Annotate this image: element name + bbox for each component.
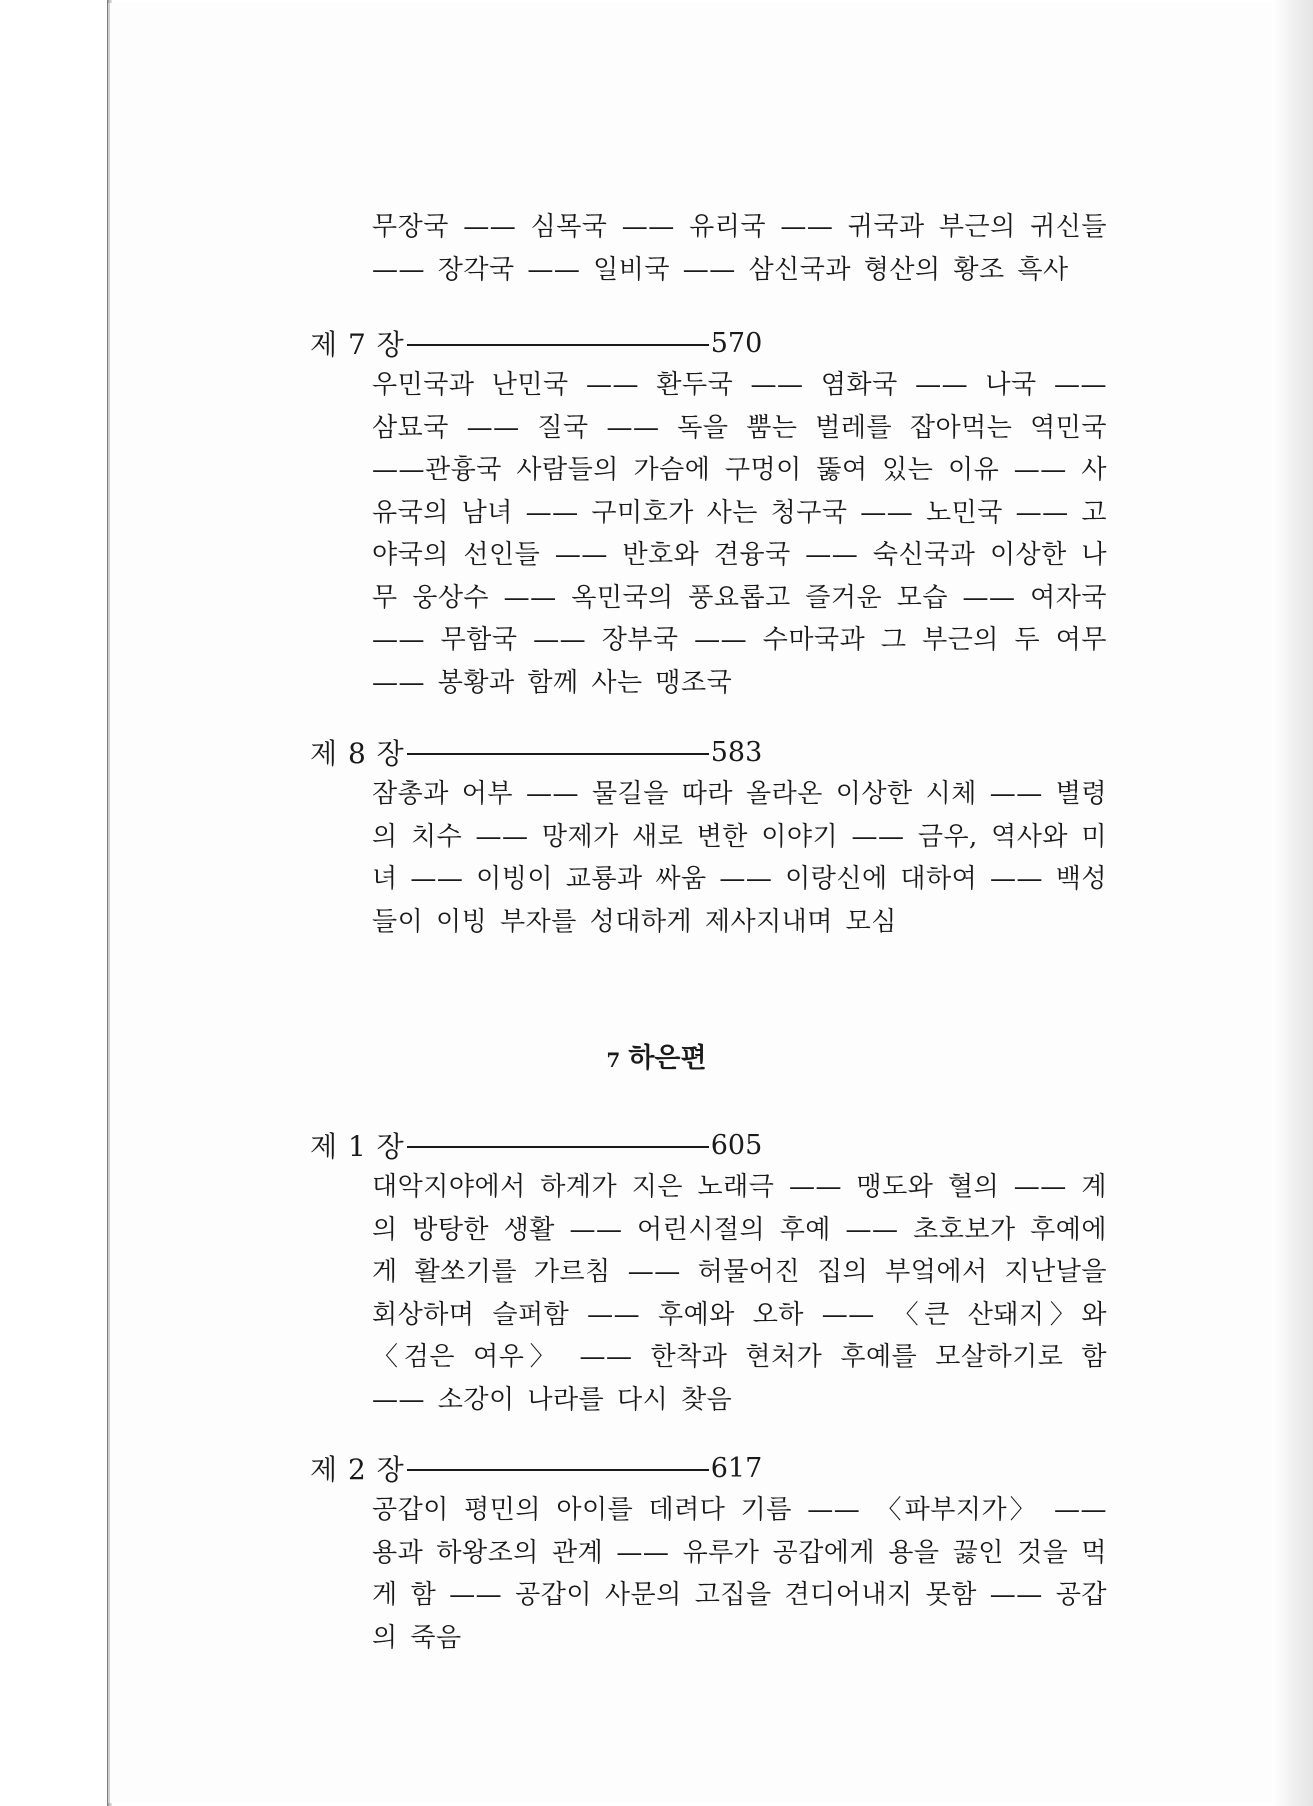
leader-rule [407,1469,709,1471]
page-number: 617 [710,1452,763,1484]
chapter-summary: 공갑이 평민의 아이를 데려다 기름 —— 〈파부지가〉 —— 용과 하왕조의 관계 —— 유루가 공갑에게 용을 끓인 것을 먹게 함 —— 공갑이 사문의 고집을 견디어내지 못함 —— 공갑의 죽음 [372,1495,1107,1653]
chapter-heading [310,731,1110,773]
chapter-heading [310,322,1110,364]
chapter-heading [310,1124,1110,1166]
page-number: 605 [710,1129,763,1161]
chapter-label: 제 7 장 [310,328,405,361]
section-title [0,1036,1313,1075]
page-number: 583 [710,736,763,768]
chapter-label: 제 2 장 [310,1453,405,1486]
chapter-2-entry [310,1447,1110,1659]
chapter-summary: 잠총과 어부 —— 물길을 따라 올라온 이상한 시체 —— 별령의 치수 —— 망제가 새로 변한 이야기 —— 금우, 역사와 미녀 —— 이빙이 교룡과 싸움 —— 이랑신에 대하여 —— 백성들이 이빙 부자를 성대하게 제사지내며 모심 [372,779,1107,937]
leader-rule [407,344,709,346]
section-name: 하은편 [628,1043,707,1074]
chapter-heading [310,1447,1110,1489]
chapter-label: 제 8 장 [310,737,405,770]
chapter-summary: 대악지야에서 하계가 지은 노래극 —— 맹도와 혈의 —— 계의 방탕한 생활 —— 어린시절의 후예 —— 초호보가 후예에게 활쏘기를 가르침 —— 허물어진 집의 부엌에서 지난날을 회상하며 슬퍼함 —— 후예와 오하 —— 〈큰 산돼지〉와 〈검은 여우〉 —— 한착과 현처가 후예를 모살하기로 함 —— 소강이 나라를 다시 찾음 [372,1172,1107,1415]
chapter-label: 제 1 장 [310,1130,405,1163]
leader-rule [407,1146,709,1148]
chapter-1-entry [310,1124,1110,1421]
leader-rule [407,753,709,755]
section-number: 7 [606,1048,621,1072]
chapter-8-entry [310,731,1110,943]
continued-chapter-summary: 무장국 —— 심목국 —— 유리국 —— 귀국과 부근의 귀신들 —— 장각국 —— 일비국 —— 삼신국과 형산의 황조 흑사 [372,212,1107,285]
chapter-7-entry [310,322,1110,704]
page-number: 570 [710,327,763,359]
chapter-summary: 우민국과 난민국 —— 환두국 —— 염화국 —— 나국 —— 삼묘국 —— 질국 —— 독을 뿜는 벌레를 잡아먹는 역민국 ——관흉국 사람들의 가슴에 구멍이 뚫여 있는 이유 —— 사유국의 남녀 —— 구미호가 사는 청구국 —— 노민국 —— 고야국의 선인들 —— 반호와 견융국 —— 숙신국과 이상한 나무 웅상수 —— 옥민국의 풍요롭고 즐거운 모습 —— 여자국 —— 무함국 —— 장부국 —— 수마국과 그 부근의 두 여무 —— 봉황과 함께 사는 맹조국 [372,370,1107,698]
